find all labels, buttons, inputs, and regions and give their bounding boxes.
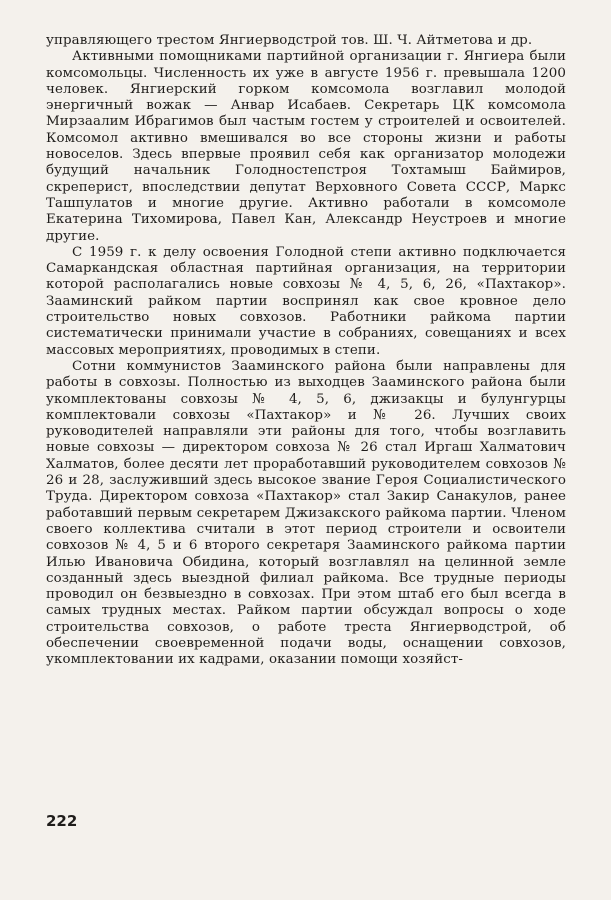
paragraph-komsomol: Активными помощниками партийной организации г. Янгиера были комсомольцы. Численность их уже в августе 1956 г. превышала 1200 человек. Янгиерский горком комсомола возглавил молодой энергичный вожак — Анвар Исабаев. Секретарь ЦК комсомола Мирзаалим Ибрагимов был частым гостем у строителей и освоителей. Комсомол активно вмешивался во все стороны жизни и работы новоселов. Здесь впервые проявил себя как организатор молодежи будущий начальник Голодностепстроя Тохтамыш Баймиров, скреперист, впоследствии депутат Верховного Совета СССР, Маркс Ташпулатов и многие другие. Активно работали в комсомоле Екатерина Тихомирова, Павел Кан, Александр Неустроев и многие другие.: [46, 49, 566, 244]
paragraph-continued: управляющего трестом Янгиерводстрой тов. Ш. Ч. Айтметова и др.: [46, 33, 533, 48]
body-text: [46, 33, 566, 669]
paragraph-zaamin-communists: Сотни коммунистов Зааминского района были направлены для работы в совхозы. Полностью из выходцев Зааминского района были укомплектованы совхозы № 4, 5, 6, джизакцы и булунгурцы комплектовали совхозы «Пахтакор» и № 26. Лучших своих руководителей направляли эти районы для того, чтобы возглавить новые совхозы — директором совхоза № 26 стал Иргаш Халматович Халматов, более десяти лет проработавший руководителем совхозов № 26 и 28, заслуживший здесь высокое звание Героя Социалистического Труда. Директором совхоза «Пахтакор» стал Закир Санакулов, ранее работавший первым секретарем Джизакского райкома партии. Членом своего коллектива считали в этот период строители и освоители совхозов № 4, 5 и 6 второго секретаря Зааминского райкома партии Илью Ивановича Обидина, который возглавлял на целинной земле созданный здесь выездной филиал райкома. Все трудные периоды проводил он безвыездно в совхозах. При этом штаб его был всегда в самых трудных местах. Райком партии обсуждал вопросы о ходе строительства совхозов, о работе треста Янгиерводстрой, об обеспечении своевременной подачи воды, оснащении совхозов, укомплектовании их кадрами, оказании помощи хозяйст-: [46, 358, 566, 668]
paragraph-samarkand: С 1959 г. к делу освоения Голодной степи активно подключается Самаркандская областная партийная организация, на территории которой располагались новые совхозы № 4, 5, 6, 26, «Пахтакор». Зааминский райком партии воспринял как свое кровное дело строительство новых совхозов. Работники райкома партии систематически принимали участие в собраниях, совещаниях и всех массовых мероприятиях, проводимых в степи.: [46, 244, 566, 358]
page-number: 222: [46, 812, 78, 830]
